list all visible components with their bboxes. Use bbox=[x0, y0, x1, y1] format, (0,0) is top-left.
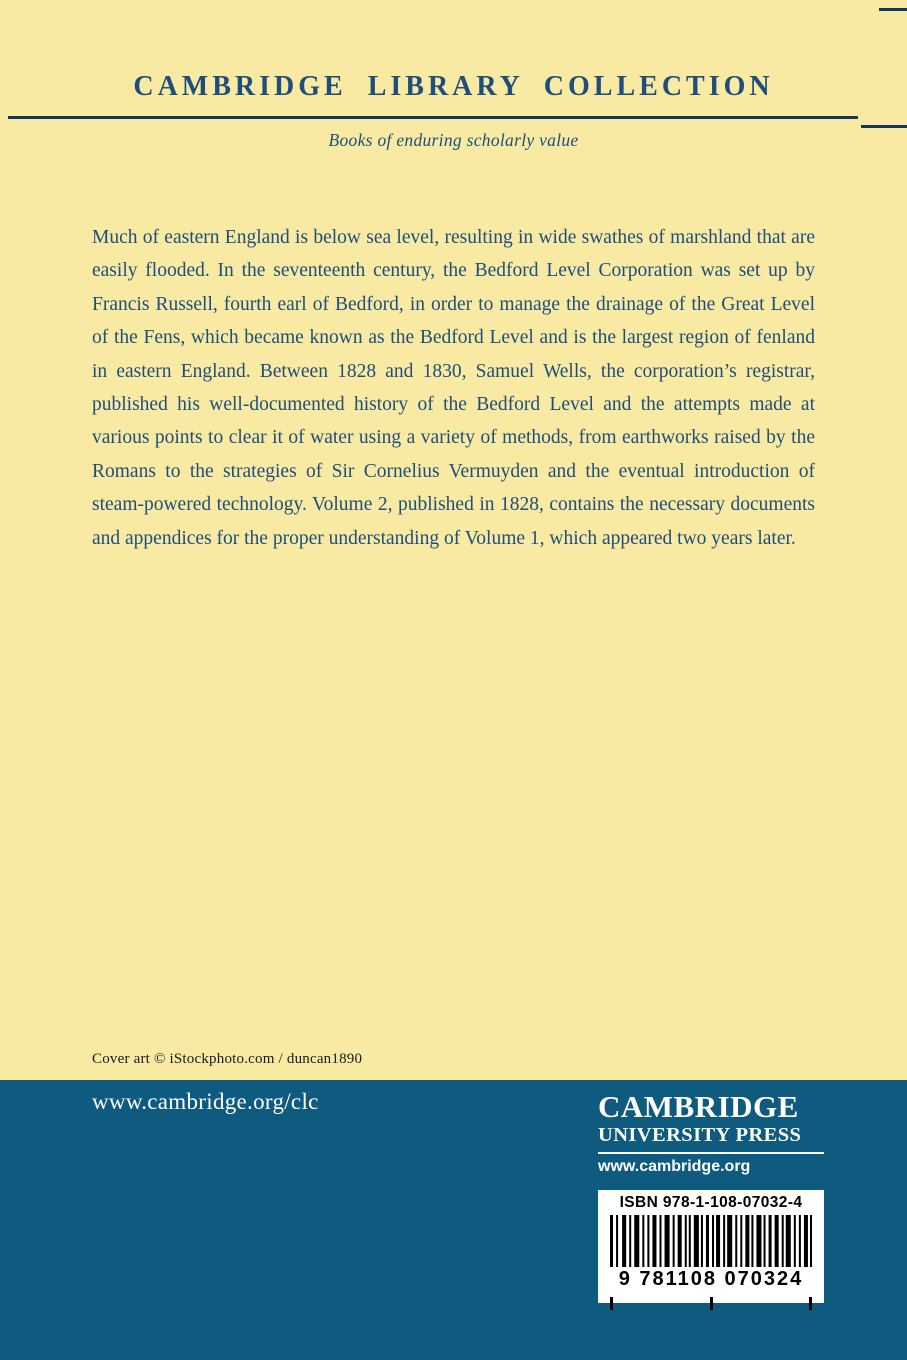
crop-mark-top bbox=[879, 8, 907, 11]
press-divider-rule bbox=[598, 1152, 824, 1154]
press-name-line1: CAMBRIDGE bbox=[598, 1089, 799, 1124]
barcode-guard-middle bbox=[710, 1297, 713, 1310]
clc-url: www.cambridge.org/clc bbox=[92, 1089, 319, 1114]
footer-band bbox=[0, 1080, 907, 1360]
press-url: www.cambridge.org bbox=[598, 1158, 751, 1175]
barcode-icon bbox=[610, 1215, 812, 1267]
isbn-barcode-box bbox=[598, 1190, 824, 1303]
collection-tagline: Books of enduring scholarly value bbox=[328, 130, 579, 150]
barcode-digits: 9 781108 070324 bbox=[618, 1268, 804, 1290]
press-name-line2: UNIVERSITY PRESS bbox=[598, 1124, 802, 1146]
collection-title: CAMBRIDGE LIBRARY COLLECTION bbox=[133, 71, 774, 102]
barcode-guard-left bbox=[610, 1297, 613, 1310]
barcode-guard-right bbox=[809, 1297, 812, 1310]
title-divider-rule bbox=[8, 116, 858, 119]
crop-mark-mid bbox=[861, 125, 907, 128]
isbn-label: ISBN 978-1-108-07032-4 bbox=[619, 1194, 803, 1211]
cambridge-press-logo bbox=[598, 1091, 824, 1176]
book-description: Much of eastern England is below sea level, resulting in wide swathes of marshland that are easily flooded. In the seventeenth century, the Bedford Level Corporation was set up by Francis Russell, fourth earl of Bedford, in order to manage the drainage of the Great Level of the Fens, which became known as the Bedford Level and is the largest region of fenland in eastern England. Between 1828 and 1830, Samuel Wells, the corporation’s registrar, published his well-documented history of the Bedford Level and the attempts made at various points to clear it of water using a variety of methods, from earthworks raised by the Romans to the strategies of Sir Cornelius Vermuyden and the eventual introduction of steam-powered technology. Volume 2, published in 1828, contains the necessary documents and appendices for the proper understanding of Volume 1, which appeared two years later. bbox=[92, 227, 815, 549]
cover-art-credit: Cover art © iStockphoto.com / duncan1890 bbox=[92, 1051, 363, 1067]
